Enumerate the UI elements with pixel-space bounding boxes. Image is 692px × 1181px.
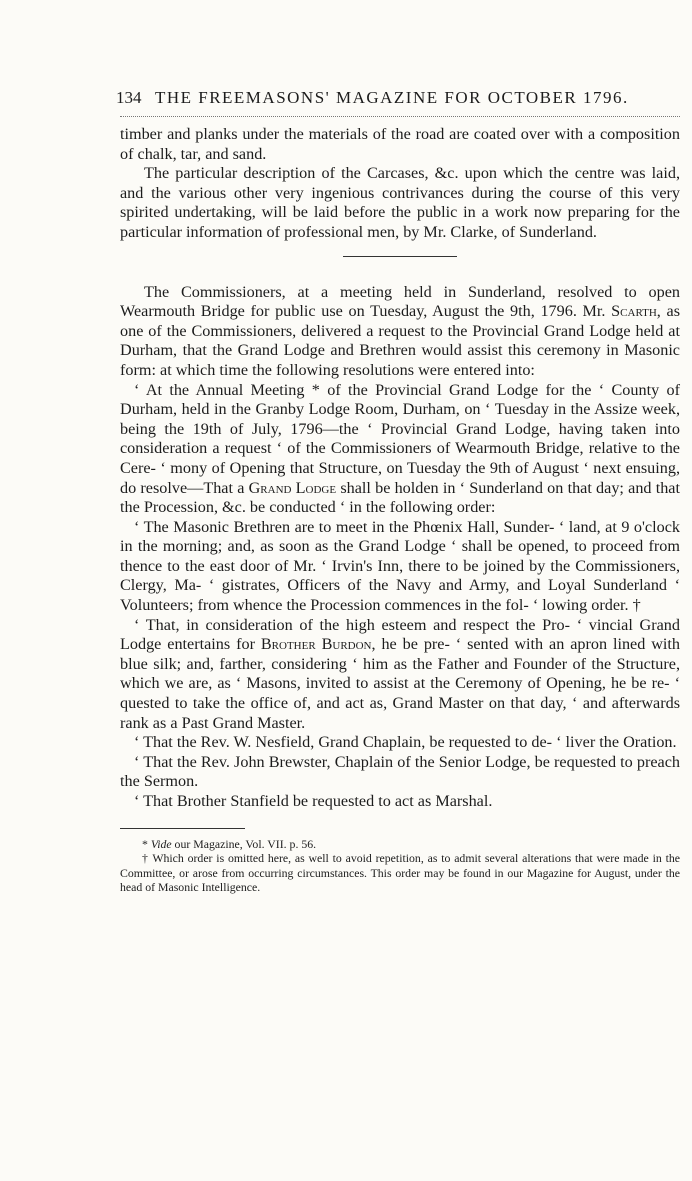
resolution-6: ‘ That Brother Stanfield be requested to act as Marshal. <box>134 792 493 810</box>
resolution-1-text-a: ‘ At the Annual Meeting * of the Provincial Grand Lodge for the ‘ County of Durham, held in the Granby Lodge Room, Durham, on ‘ Tuesday in the Assize week, being the 19th of July, 1796—the ‘ Provincial Grand Lodge, having taken into consideration a request ‘ of the Commissioners of Wearmouth Bridge, relative to the Cere- ‘ mony of Opening that Structure, on Tuesday the 9th of August ‘ next ensuing, do resolve—That a <box>120 380 680 497</box>
footnote-2: † Which order is omitted here, as well to avoid repetition, as to admit several alterations that were made in the Committee, or arose from occurring circumstances. This order may be found in our Magazine for August, under the head of Masonic Intelligence. <box>120 851 680 895</box>
paragraph-3-text-a: The Commissioners, at a meeting held in Sunderland, resolved to open Wearmouth Bridge for public use on Tuesday, August the 9th, 1796. Mr. <box>120 282 680 321</box>
resolution-4: ‘ That the Rev. W. Nesfield, Grand Chaplain, be requested to de- ‘ liver the Oration. <box>134 733 677 752</box>
resolution-5: ‘ That the Rev. John Brewster, Chaplain of the Senior Lodge, be requested to preach the Sermon. <box>120 752 680 791</box>
resolution-3-text-b: , he be pre- ‘ sented with an apron lined with blue silk; and, farther, considering ‘ him as the Father and Founder of the Structure, which we are, as ‘ Masons, invited to assist at the Ceremony of Opening, he be re- ‘ quested to take the office of, and act as, Grand Master on that day, ‘ and afterwards rank as a Past Grand Master. <box>120 635 681 732</box>
resolution-1-text-b: shall be holden in ‘ Sunderland on that day; and that the Procession, &c. be conducted ‘ in the following order: <box>120 478 680 517</box>
section-divider <box>343 256 457 257</box>
running-title: THE FREEMASONS' MAGAZINE FOR OCTOBER 1796. <box>154 88 629 107</box>
running-header <box>116 88 676 108</box>
paragraph-2: The particular description of the Carcases, &c. upon which the centre was laid, and the various other very ingenious contrivances during the course of this very spirited undertaking, will be laid before the public in a work now preparing for the particular information of professional men, by Mr. Clarke, of Sunderland. <box>120 164 680 241</box>
footnote-rule <box>120 828 245 829</box>
paragraph-3-text-b: , as one of the Commissioners, delivered a request to the Provincial Grand Lodge held at Durham, that the Grand Lodge and Brethren would assist this ceremony in Masonic form: at which time the following resolutions were entered into: <box>120 302 681 379</box>
footnote-1-mark: * <box>142 836 151 851</box>
paragraph-1: timber and planks under the materials of the road are coated over with a composition of chalk, tar, and sand. <box>120 125 680 163</box>
resolution-3-text-a: ‘ That, in consideration of the high esteem and respect the Pro- ‘ vincial Grand Lodge entertains for <box>120 615 680 654</box>
footnote-1-vide: Vide <box>150 836 172 851</box>
grand-lodge-term: Grand Lodge <box>248 478 337 497</box>
article-body <box>120 125 680 895</box>
paragraph-3 <box>120 283 680 381</box>
footnote-1-text: our Magazine, Vol. VII. p. 56. <box>171 836 317 851</box>
name-scarth: Scarth <box>611 302 657 321</box>
resolution-3 <box>120 616 680 734</box>
footnotes <box>120 837 680 895</box>
name-brother-burdon: Brother Burdon <box>260 635 372 654</box>
resolution-2: ‘ The Masonic Brethren are to meet in the Phœnix Hall, Sunder- ‘ land, at 9 o'clock in the morning; and, as soon as the Grand Lodge ‘ shall be opened, to proceed from thence to the east door of Mr. ‘ Irvin's Inn, there to be joined by the Commissioners, Clergy, Ma- ‘ gistrates, Officers of the Navy and Army, and Loyal Sunderland ‘ Volunteers; from whence the Procession commences in the fol- ‘ lowing order. † <box>120 517 680 615</box>
resolution-1 <box>120 381 680 518</box>
page-number: 134 <box>116 88 142 107</box>
header-rule <box>120 116 680 117</box>
footnote-1 <box>120 837 680 852</box>
